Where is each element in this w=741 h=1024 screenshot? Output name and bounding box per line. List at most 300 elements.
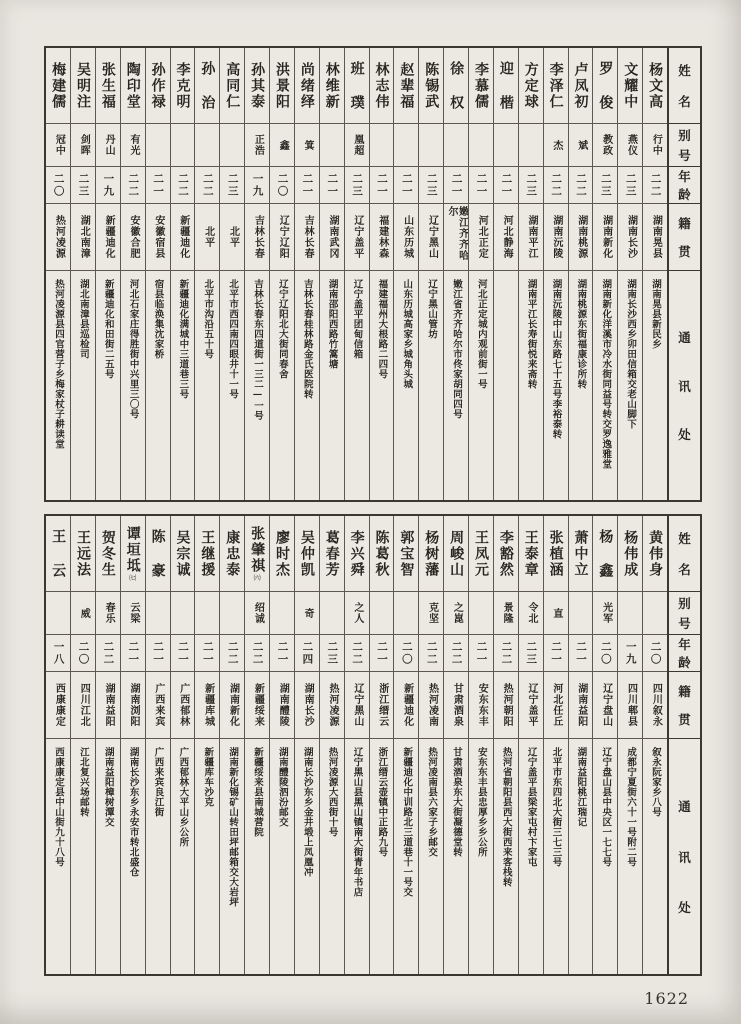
alias-text: 直	[550, 607, 562, 619]
cell-address	[519, 270, 543, 500]
cell-name	[569, 48, 593, 123]
address-text: 热河凌源大西街十号	[326, 747, 338, 837]
row-header-name	[669, 516, 700, 591]
cell-origin	[469, 671, 493, 738]
person-column	[219, 48, 244, 500]
alias-text: 凰超	[351, 134, 363, 156]
cell-address	[295, 738, 319, 974]
person-column	[269, 48, 294, 500]
name-text: 廖时杰	[273, 529, 290, 578]
cell-age	[544, 634, 568, 671]
address-text: 北平市东四北大街三七三号	[550, 747, 562, 867]
age-text: 二三	[351, 172, 364, 198]
row-header-char: 年	[678, 637, 691, 652]
age-text: 二二	[450, 640, 463, 666]
age-text: 二一	[152, 172, 165, 198]
age-text: 二一	[301, 172, 314, 198]
row-header-origin	[669, 203, 700, 270]
cell-alias	[171, 123, 195, 166]
address-text: 辽宁黑山管坊	[426, 279, 438, 339]
person-column	[493, 516, 518, 974]
cell-alias	[494, 591, 518, 634]
cell-age	[345, 634, 369, 671]
cell-origin	[121, 203, 145, 270]
alias-text: 箕	[302, 139, 314, 151]
address-text: 吉林长春桂林路金氏医院转	[301, 279, 313, 399]
person-column	[319, 516, 344, 974]
cell-alias	[370, 123, 394, 166]
cell-name	[46, 48, 70, 123]
cell-alias	[121, 591, 145, 634]
cell-origin	[469, 203, 493, 270]
age-text: 二三	[425, 172, 438, 198]
cell-address	[146, 738, 170, 974]
cell-age	[46, 166, 70, 203]
cell-address	[245, 270, 269, 500]
row-header-column	[667, 516, 700, 974]
origin-text: 山东历城	[401, 215, 413, 259]
cell-alias	[370, 591, 394, 634]
age-text: 二三	[525, 172, 538, 198]
row-header-char: 别	[678, 128, 691, 143]
address-text: 宿县临涣集沈家桥	[152, 279, 164, 359]
cell-address	[494, 738, 518, 974]
cell-alias	[394, 123, 418, 166]
origin-text: 河北静海	[501, 215, 513, 259]
cell-age	[444, 166, 468, 203]
person-column	[46, 516, 70, 974]
age-text: 二一	[550, 640, 563, 666]
age-text: 二一	[276, 640, 289, 666]
cell-age	[270, 634, 294, 671]
cell-age	[121, 634, 145, 671]
origin-text: 湖南新化	[600, 215, 612, 259]
origin-text: 四川江北	[78, 683, 90, 727]
alias-text: 有光	[127, 134, 139, 156]
age-text: 二三	[77, 172, 90, 198]
cell-address	[295, 270, 319, 500]
address-text: 北平市沟沿五十号	[202, 279, 214, 359]
name-text: 尚绪绎	[298, 61, 315, 110]
age-text: 二三	[525, 640, 538, 666]
alias-text: 威	[78, 607, 90, 619]
person-column	[294, 516, 319, 974]
cell-name	[171, 48, 195, 123]
cell-address	[121, 270, 145, 500]
cell-alias	[593, 591, 617, 634]
cell-origin	[71, 203, 95, 270]
name-text: 梅建儒	[50, 61, 67, 110]
cell-alias	[121, 123, 145, 166]
cell-alias	[270, 591, 294, 634]
address-text: 西康康定县中山街九十八号	[53, 747, 65, 867]
name-text: 张生福	[99, 61, 116, 110]
cell-alias	[171, 591, 195, 634]
cell-age	[71, 166, 95, 203]
cell-origin	[96, 203, 120, 270]
alias-text: 绍诚	[252, 602, 264, 624]
cell-alias	[71, 591, 95, 634]
person-column	[592, 48, 617, 500]
cell-name	[320, 516, 344, 591]
person-column	[518, 516, 543, 974]
cell-name	[494, 516, 518, 591]
cell-age	[370, 634, 394, 671]
age-text: 一九	[251, 172, 264, 198]
row-header-char: 籍	[678, 216, 691, 231]
person-column	[617, 516, 642, 974]
person-column	[543, 516, 568, 974]
name-text: 陈锡武	[423, 61, 440, 110]
name-text: 谭垣坻㈦	[124, 526, 141, 581]
age-text: 二二	[102, 640, 115, 666]
origin-text: 辽宁黑山	[426, 215, 438, 259]
row-header-alias	[669, 591, 700, 634]
age-text: 二〇	[400, 640, 413, 666]
row-header-age	[669, 634, 700, 671]
cell-age	[643, 634, 667, 671]
cell-origin	[593, 671, 617, 738]
cell-age	[195, 166, 219, 203]
cell-origin	[494, 203, 518, 270]
alias-text: 光军	[600, 602, 612, 624]
age-text: 二三	[226, 172, 239, 198]
alias-text: 杰	[550, 139, 562, 151]
alias-text: 斌	[575, 139, 587, 151]
alias-text: 冠中	[53, 134, 65, 156]
cell-alias	[494, 123, 518, 166]
cell-address	[544, 270, 568, 500]
cell-origin	[121, 671, 145, 738]
origin-text: 北平	[202, 226, 214, 248]
directory-table-top	[44, 46, 702, 502]
alias-text: 丹山	[103, 134, 115, 156]
cell-origin	[370, 203, 394, 270]
age-text: 二二	[425, 640, 438, 666]
cell-alias	[643, 591, 667, 634]
cell-age	[419, 166, 443, 203]
age-text: 二一	[450, 172, 463, 198]
cell-name	[419, 516, 443, 591]
cell-age	[295, 166, 319, 203]
address-text: 湖南新化锡矿山转田坪邮箱交大岩坪	[227, 747, 239, 907]
cell-alias	[320, 123, 344, 166]
alias-text: 行中	[650, 134, 662, 156]
alias-text: 鑫	[277, 139, 289, 151]
address-text: 河北石家庄得胜街中兴里三〇号	[127, 279, 139, 419]
cell-origin	[569, 203, 593, 270]
cell-name	[121, 48, 145, 123]
row-header-char: 讯	[678, 378, 691, 394]
name-text: 康忠泰	[224, 529, 241, 578]
cell-address	[370, 738, 394, 974]
cell-age	[593, 166, 617, 203]
person-column	[269, 516, 294, 974]
cell-name	[220, 48, 244, 123]
cell-name	[370, 48, 394, 123]
origin-text: 辽宁辽阳	[277, 215, 289, 259]
cell-alias	[320, 591, 344, 634]
address-text: 山东历城高家乡城角头城	[401, 279, 413, 389]
cell-address	[469, 270, 493, 500]
cell-age	[245, 166, 269, 203]
person-column	[468, 48, 493, 500]
person-column	[120, 48, 145, 500]
age-text: 二一	[127, 640, 140, 666]
cell-age	[469, 166, 493, 203]
age-text: 二三	[599, 172, 612, 198]
row-header-origin	[669, 671, 700, 738]
cell-age	[569, 166, 593, 203]
cell-alias	[419, 591, 443, 634]
cell-name	[270, 48, 294, 123]
cell-alias	[195, 123, 219, 166]
cell-address	[345, 270, 369, 500]
cell-address	[419, 270, 443, 500]
alias-text: 云梁	[127, 602, 139, 624]
person-column	[418, 516, 443, 974]
cell-name	[171, 516, 195, 591]
origin-text: 湖南武冈	[326, 215, 338, 259]
cell-age	[96, 166, 120, 203]
row-header-char: 处	[678, 899, 691, 915]
name-text: 贺冬生	[99, 529, 116, 578]
age-text: 一九	[102, 172, 115, 198]
cell-address	[618, 270, 642, 500]
address-text: 甘肃酒泉东大街凝德堂转	[451, 747, 463, 857]
row-header-char: 处	[678, 427, 691, 443]
origin-text: 热河朝阳	[501, 683, 513, 727]
row-header-char: 别	[678, 596, 691, 611]
origin-text: 湖南益阳	[103, 683, 115, 727]
name-text: 李慕儒	[472, 61, 489, 110]
age-text: 二一	[201, 640, 214, 666]
age-text: 二〇	[649, 640, 662, 666]
cell-age	[96, 634, 120, 671]
person-column	[393, 516, 418, 974]
origin-text: 四川郫县	[625, 683, 637, 727]
cell-origin	[444, 203, 468, 270]
alias-text: 之崑	[451, 602, 463, 624]
origin-text: 湖南浏阳	[127, 683, 139, 727]
cell-age	[195, 634, 219, 671]
address-text: 福建福州大根路二四号	[376, 279, 388, 379]
cell-name	[96, 516, 120, 591]
name-text: 班 璞	[348, 60, 365, 111]
cell-address	[320, 270, 344, 500]
row-header-age	[669, 166, 700, 203]
cell-age	[569, 634, 593, 671]
address-text: 叙永阮家乡八号	[650, 747, 662, 817]
cell-origin	[394, 203, 418, 270]
cell-origin	[593, 203, 617, 270]
person-column	[294, 48, 319, 500]
cell-address	[71, 270, 95, 500]
person-column	[145, 516, 170, 974]
address-text: 辽宁黑山县黑山镇南大街青年书店	[351, 747, 363, 897]
cell-address	[494, 270, 518, 500]
cell-name	[320, 48, 344, 123]
row-header-address	[669, 738, 700, 974]
origin-text: 浙江缙云	[376, 683, 388, 727]
cell-alias	[544, 123, 568, 166]
name-text: 方定球	[522, 61, 539, 110]
cell-origin	[270, 203, 294, 270]
cell-origin	[270, 671, 294, 738]
cell-age	[121, 166, 145, 203]
cell-alias	[569, 123, 593, 166]
origin-text: 湖南新化	[227, 683, 239, 727]
cell-origin	[46, 203, 70, 270]
cell-address	[195, 270, 219, 500]
person-column	[518, 48, 543, 500]
address-text: 湖南新化洋溪市冷水街同益号转交罗逸雅堂	[600, 279, 612, 469]
row-header-char: 号	[678, 148, 691, 163]
age-text: 二二	[550, 172, 563, 198]
alias-text: 令北	[525, 602, 537, 624]
cell-age	[469, 634, 493, 671]
name-text: 张肇祺㈥	[249, 526, 266, 581]
origin-text: 安东东丰	[476, 683, 488, 727]
alias-text: 之人	[351, 602, 363, 624]
cell-address	[121, 738, 145, 974]
row-header-char: 名	[678, 562, 691, 577]
cell-origin	[146, 671, 170, 738]
cell-origin	[519, 203, 543, 270]
cell-name	[419, 48, 443, 123]
cell-name	[618, 48, 642, 123]
cell-name	[593, 516, 617, 591]
row-header-char: 通	[678, 329, 691, 345]
cell-name	[544, 48, 568, 123]
age-text: 二一	[326, 172, 339, 198]
cell-address	[394, 738, 418, 974]
cell-address	[71, 738, 95, 974]
cell-age	[519, 634, 543, 671]
age-text: 二一	[475, 640, 488, 666]
cell-address	[643, 738, 667, 974]
cell-address	[394, 270, 418, 500]
age-text: 二〇	[599, 640, 612, 666]
person-column	[70, 48, 95, 500]
cell-name	[96, 48, 120, 123]
person-column	[344, 516, 369, 974]
cell-alias	[444, 123, 468, 166]
cell-origin	[569, 671, 593, 738]
cell-alias	[544, 591, 568, 634]
cell-name	[569, 516, 593, 591]
cell-address	[46, 270, 70, 500]
cell-name	[195, 516, 219, 591]
cell-age	[270, 166, 294, 203]
address-text: 新疆库车沙克	[202, 747, 214, 807]
name-text: 李兴舜	[348, 529, 365, 578]
address-text: 热河凌南县六家子乡邮交	[426, 747, 438, 857]
cell-name	[643, 516, 667, 591]
cell-name	[121, 516, 145, 591]
address-text: 广西来宾良江街	[152, 747, 164, 817]
address-text: 辽宁盖平团甸信箱	[351, 279, 363, 359]
origin-text: 河北正定	[476, 215, 488, 259]
cell-origin	[345, 671, 369, 738]
page-number: 1622	[644, 989, 689, 1008]
cell-alias	[345, 591, 369, 634]
cell-name	[469, 516, 493, 591]
person-column	[443, 48, 468, 500]
name-text: 陶印堂	[124, 61, 141, 110]
origin-text: 四川叙永	[650, 683, 662, 727]
cell-address	[519, 738, 543, 974]
origin-text: 辽宁盖平	[351, 215, 363, 259]
age-text: 二三	[624, 172, 637, 198]
cell-name	[444, 516, 468, 591]
origin-text: 西康康定	[53, 683, 65, 727]
address-text: 嫩江省齐齐哈尔市佟家胡同四号	[451, 279, 463, 419]
address-text: 广西郁林大平山乡公所	[177, 747, 189, 847]
origin-text: 湖南长沙	[625, 215, 637, 259]
name-text: 王远法	[74, 529, 91, 578]
row-header-char: 龄	[678, 655, 691, 670]
cell-address	[469, 738, 493, 974]
age-text: 二二	[176, 172, 189, 198]
address-text: 浙江缙云壶镇中正路九号	[376, 747, 388, 857]
name-text: 张植涵	[547, 529, 564, 578]
cell-age	[444, 634, 468, 671]
cell-name	[245, 48, 269, 123]
person-column	[244, 516, 269, 974]
cell-name	[370, 516, 394, 591]
cell-alias	[394, 591, 418, 634]
origin-text: 湖北南漳	[78, 215, 90, 259]
address-text: 湖南长沙东乡永安市转北盛仓	[127, 747, 139, 877]
age-text: 二一	[574, 640, 587, 666]
cell-origin	[419, 203, 443, 270]
cell-alias	[643, 123, 667, 166]
address-text: 湖南长沙东乡金井塅上凤凰冲	[301, 747, 313, 877]
cell-origin	[419, 671, 443, 738]
address-text: 新疆迪化满城中三道巷三号	[177, 279, 189, 399]
address-text: 湖南晃县新民乡	[650, 279, 662, 349]
address-text: 湖南益阳樟树潭交	[102, 747, 114, 827]
origin-text: 吉林长春	[252, 215, 264, 259]
person-column	[194, 48, 219, 500]
origin-text: 新疆库城	[202, 683, 214, 727]
cell-name	[46, 516, 70, 591]
cell-name	[643, 48, 667, 123]
name-text: 李豁然	[497, 529, 514, 578]
cell-address	[444, 270, 468, 500]
person-column	[46, 48, 70, 500]
age-text: 二二	[574, 172, 587, 198]
age-text: 二二	[201, 172, 214, 198]
cell-name	[519, 516, 543, 591]
name-annotation: ㈥	[253, 574, 262, 581]
cell-origin	[370, 671, 394, 738]
cell-origin	[220, 203, 244, 270]
cell-name	[519, 48, 543, 123]
cell-address	[569, 270, 593, 500]
cell-address	[146, 270, 170, 500]
name-text: 吴仲凯	[298, 529, 315, 578]
cell-name	[345, 48, 369, 123]
cell-alias	[295, 123, 319, 166]
cell-alias	[519, 591, 543, 634]
age-text: 二二	[500, 640, 513, 666]
row-header-char: 姓	[678, 531, 691, 546]
cell-alias	[220, 591, 244, 634]
address-text: 湖北南漳县巡检司	[77, 279, 89, 359]
person-column	[642, 48, 667, 500]
